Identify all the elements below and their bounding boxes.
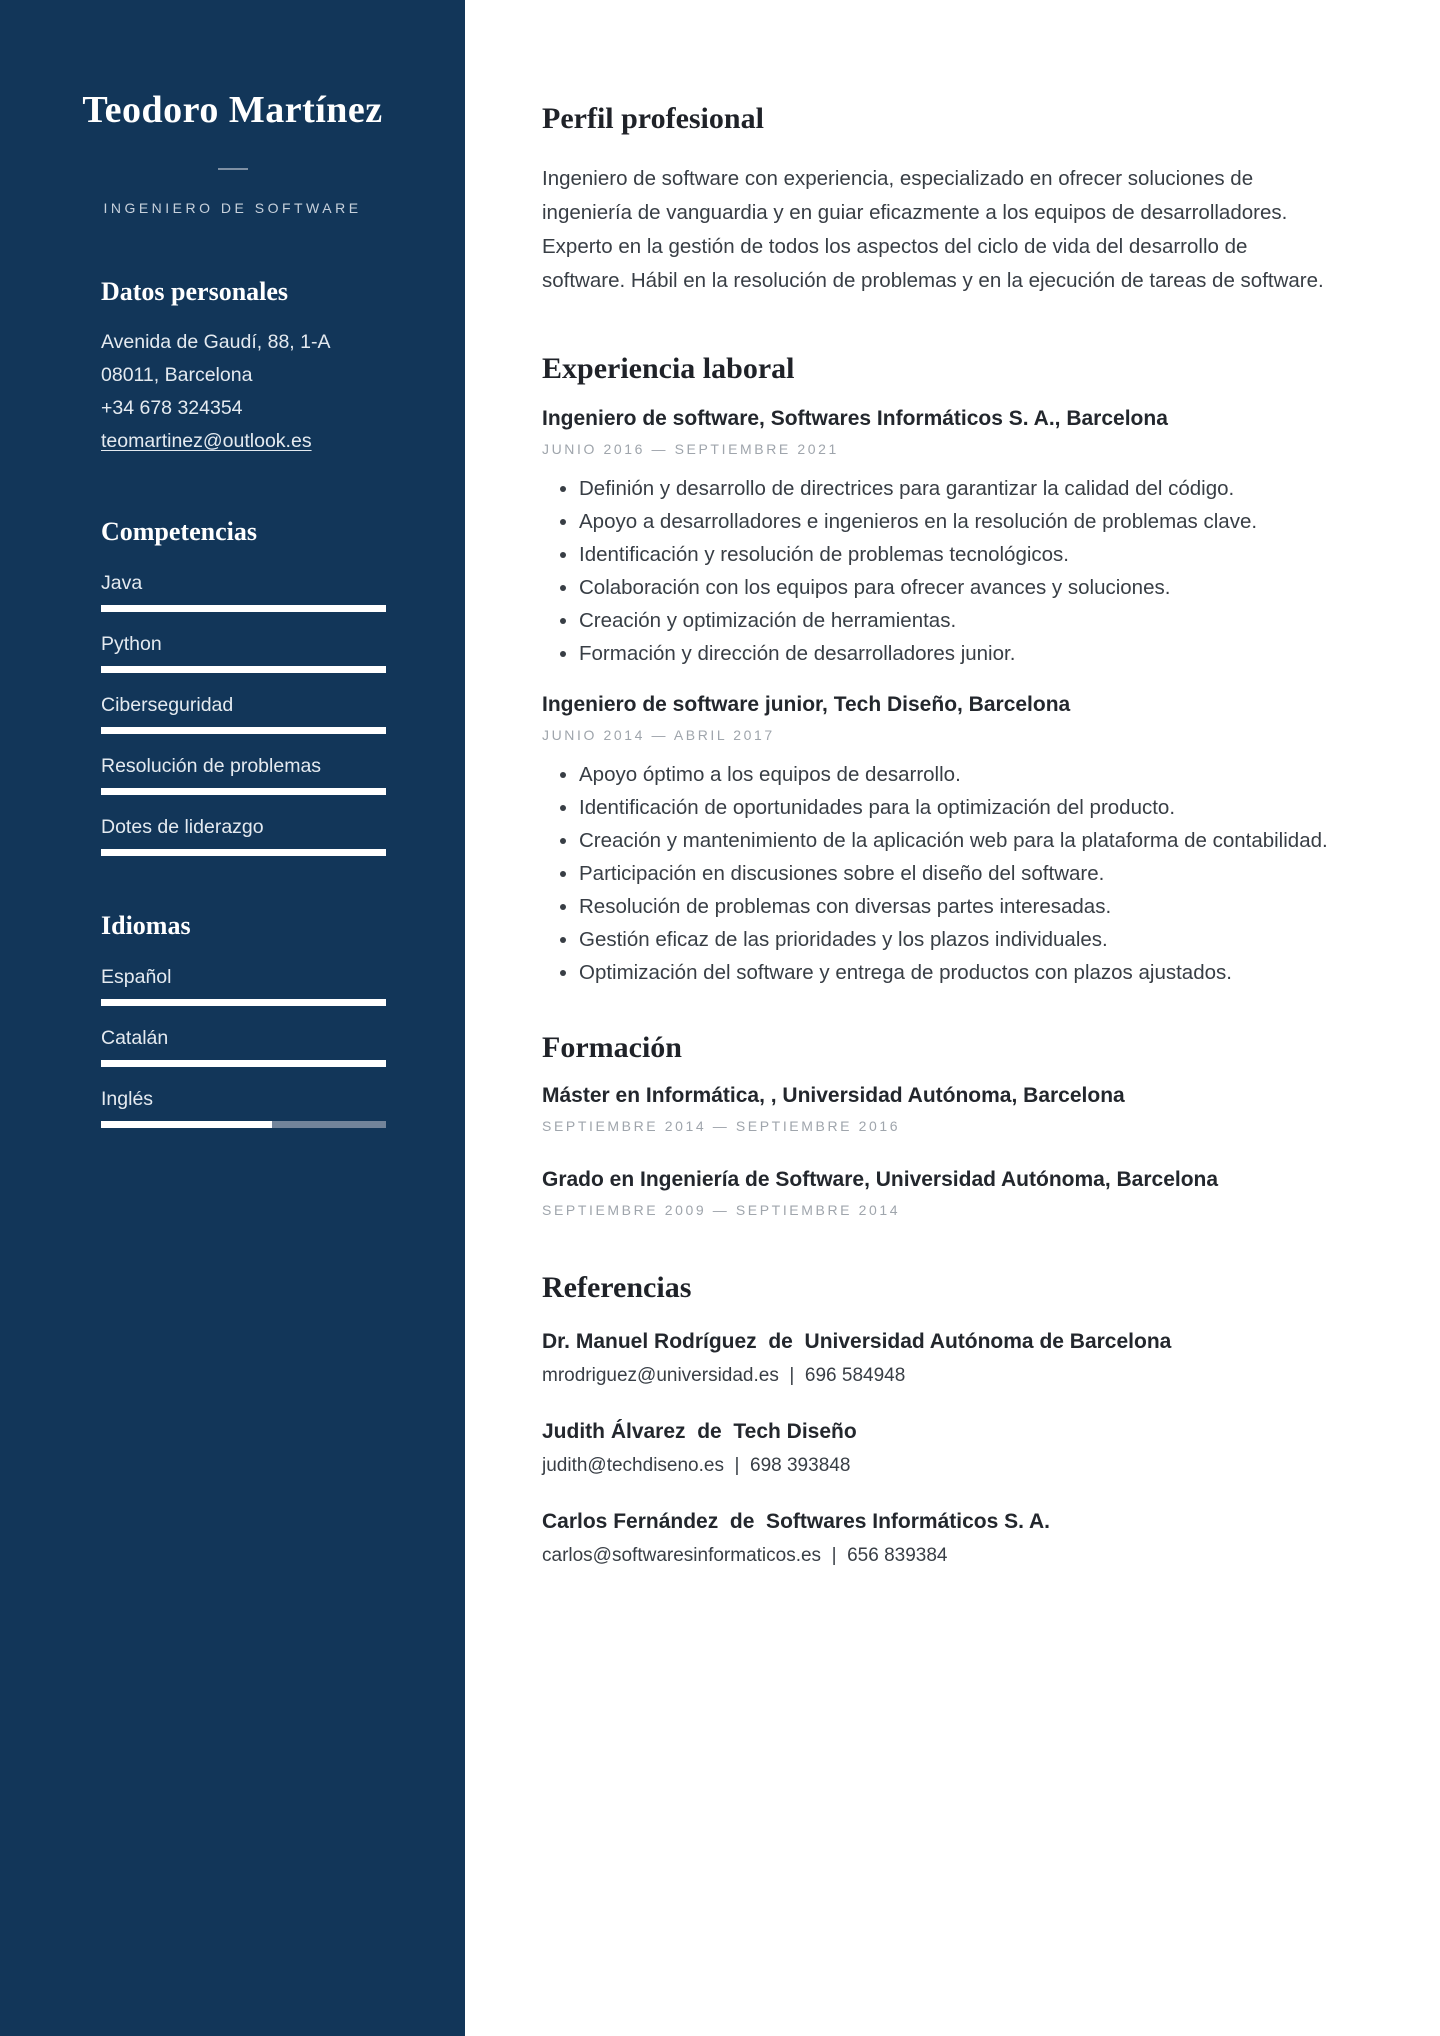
job-bullet: • Creación y optimización de herramientas. (579, 604, 1332, 637)
address-city: 08011, Barcelona (101, 364, 253, 386)
phone-number: +34 678 324354 (101, 397, 243, 419)
reference-entry (542, 1507, 1332, 1569)
education-title: Máster en Informática, , Universidad Autónoma, Barcelona (542, 1084, 1125, 1107)
languages-heading: Idiomas (101, 911, 191, 940)
education-dates: SEPTIEMBRE 2009 — SEPTIEMBRE 2014 (542, 1202, 901, 1218)
languages-section (101, 908, 386, 1128)
job-bullet: • Formación y dirección de desarrolladores junior. (579, 637, 1332, 670)
reference-contact: judith@techdiseno.es | 698 393848 (542, 1455, 851, 1476)
language-item (101, 1086, 386, 1128)
language-label: Español (101, 966, 172, 988)
skills-heading: Competencias (101, 517, 257, 546)
job-bullet: • Colaboración con los equipos para ofrecer avances y soluciones. (579, 571, 1332, 604)
job-bullet: • Apoyo a desarrolladores e ingenieros en la resolución de problemas clave. (579, 505, 1332, 538)
language-label: Catalán (101, 1027, 169, 1049)
reference-name: Dr. Manuel Rodríguez de Universidad Autónoma de Barcelona (542, 1330, 1172, 1353)
candidate-name: Teodoro Martínez (82, 89, 383, 131)
reference-name: Judith Álvarez de Tech Diseño (542, 1420, 857, 1443)
skill-label: Resolución de problemas (101, 755, 322, 777)
address-street: Avenida de Gaudí, 88, 1-A (101, 331, 331, 353)
job-bullet: • Optimización del software y entrega de productos con plazos ajustados. (579, 956, 1332, 989)
job-bullet: • Identificación y resolución de problemas tecnológicos. (579, 538, 1332, 571)
skill-label: Ciberseguridad (101, 694, 234, 716)
main-column (542, 0, 1332, 1569)
reference-entry (542, 1417, 1332, 1479)
sidebar (0, 0, 465, 2036)
job-bullet: • Identificación de oportunidades para la optimización del producto. (579, 791, 1332, 824)
skill-bar-fill (101, 849, 386, 856)
skill-bar (101, 788, 386, 795)
language-label: Inglés (101, 1088, 154, 1110)
skill-item (101, 814, 386, 856)
skill-item (101, 631, 386, 673)
job-bullet-list (542, 758, 1332, 989)
job-bullet: • Apoyo óptimo a los equipos de desarrollo. (579, 758, 1332, 791)
skill-bar-fill (101, 605, 386, 612)
language-item (101, 964, 386, 1006)
language-bar (101, 1060, 386, 1067)
experience-heading: Experiencia laboral (542, 352, 795, 385)
sidebar-body (0, 274, 465, 1128)
skill-bar-fill (101, 788, 386, 795)
language-bar-fill (101, 1121, 272, 1128)
skill-bar-fill (101, 727, 386, 734)
education-dates: SEPTIEMBRE 2014 — SEPTIEMBRE 2016 (542, 1118, 901, 1134)
job-title: Ingeniero de software junior, Tech Diseño, Barcelona (542, 693, 1071, 716)
skill-bar (101, 727, 386, 734)
skill-bar (101, 666, 386, 673)
skill-item (101, 570, 386, 612)
language-item (101, 1025, 386, 1067)
skills-section (101, 514, 386, 856)
personal-data-section (101, 274, 386, 458)
skill-label: Dotes de liderazgo (101, 816, 264, 838)
reference-contact: mrodriguez@universidad.es | 696 584948 (542, 1365, 906, 1386)
skill-label: Python (101, 633, 162, 655)
language-bar (101, 1121, 386, 1128)
sidebar-header (0, 88, 465, 218)
email-link[interactable]: teomartinez@outlook.es (101, 430, 312, 452)
education-title: Grado en Ingeniería de Software, Universidad Autónoma, Barcelona (542, 1168, 1219, 1191)
reference-entry (542, 1327, 1332, 1389)
job-entry (542, 404, 1332, 670)
profile-heading: Perfil profesional (542, 102, 764, 135)
personal-data-heading: Datos personales (101, 277, 289, 306)
job-bullet: • Creación y mantenimiento de la aplicación web para la plataforma de contabilidad. (579, 824, 1332, 857)
profile-text: Ingeniero de software con experiencia, especializado en ofrecer soluciones de ingeniería de vanguardia y en guiar eficazmente a los equipos de desarrolladores. Experto en la gestión de todos los aspectos del ciclo de vida del desarrollo de software. Hábil en la resolución de problemas y en la ejecución de tareas de software. (542, 167, 1324, 292)
skill-label: Java (101, 572, 143, 594)
reference-name: Carlos Fernández de Softwares Informáticos S. A. (542, 1510, 1051, 1533)
job-bullet: • Participación en discusiones sobre el diseño del software. (579, 857, 1332, 890)
job-bullet: • Gestión eficaz de las prioridades y los plazos individuales. (579, 923, 1332, 956)
language-bar (101, 999, 386, 1006)
job-dates: JUNIO 2014 — ABRIL 2017 (542, 727, 775, 743)
job-bullet-list (542, 472, 1332, 670)
language-bar-fill (101, 1060, 386, 1067)
candidate-role: INGENIERO DE SOFTWARE (103, 200, 362, 216)
skill-bar-fill (101, 666, 386, 673)
skill-bar (101, 605, 386, 612)
job-bullet: • Resolución de problemas con diversas partes interesadas. (579, 890, 1332, 923)
references-heading: Referencias (542, 1271, 692, 1304)
experience-section (542, 350, 1332, 989)
job-bullet: • Definión y desarrollo de directrices para garantizar la calidad del código. (579, 472, 1332, 505)
skill-bar (101, 849, 386, 856)
name-divider (218, 168, 248, 170)
education-entry (542, 1081, 1332, 1137)
references-section (542, 1269, 1332, 1569)
education-section (542, 1029, 1332, 1221)
skill-item (101, 753, 386, 795)
education-heading: Formación (542, 1031, 682, 1064)
language-bar-fill (101, 999, 386, 1006)
job-entry (542, 690, 1332, 989)
skill-item (101, 692, 386, 734)
job-dates: JUNIO 2016 — SEPTIEMBRE 2021 (542, 441, 839, 457)
job-title: Ingeniero de software, Softwares Informáticos S. A., Barcelona (542, 407, 1168, 430)
profile-section (542, 100, 1332, 298)
education-entry (542, 1165, 1332, 1221)
reference-contact: carlos@softwaresinformaticos.es | 656 839384 (542, 1545, 948, 1566)
